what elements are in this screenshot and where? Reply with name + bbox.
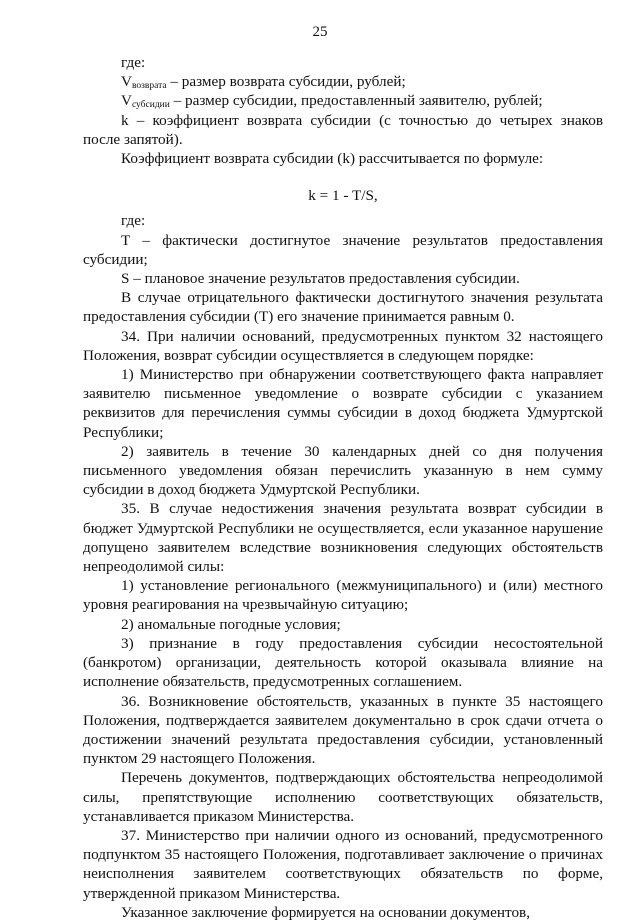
definition-t: T – фактически достигнутое значение результатов предоставления субсидии; — [83, 231, 603, 268]
paragraph-34-item-1: 1) Министерство при обнаружении соответствующего факта направляет заявителю письменное уведомление о возврате субсидии с указанием реквизитов для перечисления суммы субсидии в доход бюджета Удмуртской Республики; — [83, 366, 603, 441]
paragraph-35-item-2: 2) аномальные погодные условия; — [121, 615, 341, 633]
paragraph-37-continuation: Указанное заключение формируется на основании документов, — [121, 903, 531, 921]
page-number: 25 — [312, 24, 328, 40]
definition-v-subsidy: $V_{субсидии}$ – размер субсидии, предоставленный заявителю, рублей; — [121, 92, 543, 111]
paragraph-35-item-1: 1) установление регионального (межмуниципального) и (или) местного уровня реагирования на чрезвычайную ситуацию; — [83, 577, 603, 614]
paragraph-negative-value: В случае отрицательного фактически достигнутого значения результата предоставления субсидии (T) его значение принимается равным 0. — [83, 289, 603, 326]
document-body — [83, 53, 603, 922]
where-label: где: — [121, 54, 146, 71]
paragraph-35-item-3: 3) признание в году предоставления субсидии несостоятельной (банкротом) организации, деятельность которой оказывала влияние на исполнение обязательств, предусмотренных соглашением. — [83, 634, 603, 691]
paragraph-37: 37. Министерство при наличии одного из оснований, предусмотренного подпунктом 35 настоящего Положения, подготавливает заключение о причинах неисполнения заявителем соответствующих обязательств по форме, утвержденной приказом Министерства. — [83, 826, 603, 902]
definition-k: k – коэффициент возврата субсидии (с точностью до четырех знаков после запятой). — [83, 111, 603, 148]
paragraph-36: 36. Возникновение обстоятельств, указанных в пункте 35 настоящего Положения, подтверждается заявителем документально в срок сдачи отчета о достижении значений результата предоставления субсидии, установленный пунктом 29 настоящего Положения. — [83, 692, 603, 768]
paragraph-34: 34. При наличии оснований, предусмотренных пунктом 32 настоящего Положения, возврат субсидии осуществляется в следующем порядке: — [83, 327, 603, 364]
formula: k = 1 - T/S, — [308, 187, 378, 205]
where-label: где: — [121, 212, 146, 230]
paragraph-34-item-2: 2) заявитель в течение 30 календарных дней со дня получения письменного уведомления обязан перечислить указанную в нем сумму субсидии в доход бюджета Удмуртской Республики. — [83, 442, 603, 499]
paragraph-35: 35. В случае недостижения значения результата возврат субсидии в бюджет Удмуртской Республики не осуществляется, если указанное нарушение допущено заявителем вследствие возникновения следующих обстоятельств непреодолимой силы: — [83, 500, 603, 576]
paragraph-36-documents: Перечень документов, подтверждающих обстоятельства непреодолимой силы, препятствующие исполнению соответствующих обязательств, устанавливается приказом Министерства. — [83, 769, 603, 825]
definition-s: S – плановое значение результатов предоставления субсидии. — [121, 270, 520, 288]
definition-v-return: $V_{возврата}$ – размер возврата субсидии, рублей; — [121, 73, 406, 92]
coefficient-intro: Коэффициент возврата субсидии (k) рассчитывается по формуле: — [121, 150, 544, 168]
